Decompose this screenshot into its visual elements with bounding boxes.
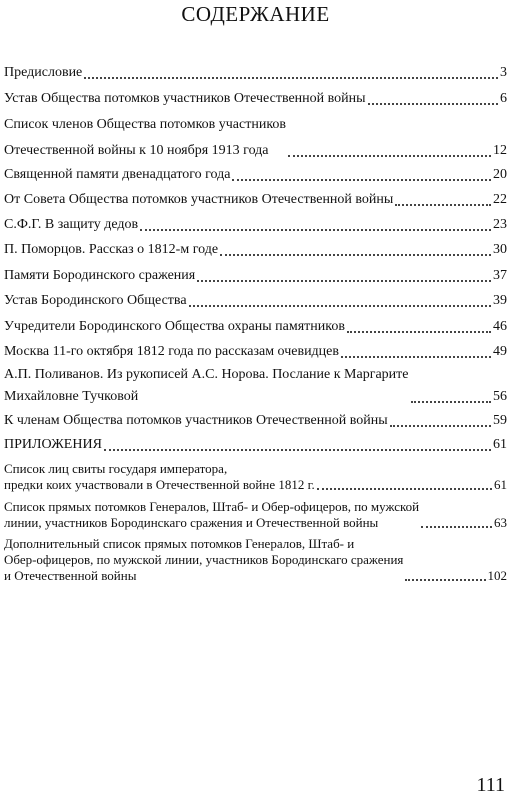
toc-entry-additional-list <box>4 536 507 584</box>
toc-entry-moscow <box>4 341 507 363</box>
page-number: 111 <box>476 774 505 796</box>
toc-page: 6 <box>500 91 507 106</box>
toc-page: 49 <box>493 344 507 359</box>
toc-title: Учредители Бородинского Общества охраны памятников <box>4 319 345 334</box>
toc-title: ПРИЛОЖЕНИЯ <box>4 437 102 452</box>
dot-leader <box>395 204 491 206</box>
toc-entry-council <box>4 189 507 211</box>
toc-title-line: Обер-офицеров, по мужской линии, участников Бородинскаго сражения <box>4 552 404 567</box>
toc-title: П. Поморцов. Рассказ о 1812-м годе <box>4 242 219 257</box>
dot-leader <box>197 280 491 282</box>
toc-page: 61 <box>493 437 507 452</box>
toc-entry-polivanov <box>4 364 507 408</box>
toc-entry-defense <box>4 214 507 236</box>
dot-leader <box>140 229 491 231</box>
dot-leader <box>232 179 491 181</box>
toc-title-line: Список лиц свиты государя императора, <box>4 461 228 476</box>
dot-leader <box>317 488 492 490</box>
toc-title-line: А.П. Поливанов. Из рукописей А.С. Норова. Послание к Маргарите <box>4 367 409 382</box>
dot-leader <box>288 155 491 157</box>
toc-title: От Совета Общества потомков участников Отечественной войны <box>4 192 394 207</box>
toc-page: 102 <box>487 568 507 583</box>
toc-entry-charter <box>4 88 507 110</box>
dot-leader <box>84 77 498 79</box>
toc-title: Москва 11-го октября 1812 года по рассказам очевидцев <box>4 344 339 359</box>
toc-title-line: Михайловне Тучковой <box>4 389 139 404</box>
toc-title: Предисловие <box>4 65 83 80</box>
toc-page: 22 <box>493 192 507 207</box>
toc-entry-sacred-memory <box>4 164 507 186</box>
toc-entry-members-list <box>4 114 507 162</box>
toc-title-line: Отечественной войны к 10 ноября 1913 года <box>4 143 269 158</box>
toc-page: 23 <box>493 217 507 232</box>
toc-page: 59 <box>493 413 507 428</box>
dot-leader <box>390 425 491 427</box>
toc-title-line: Список членов Общества потомков участников <box>4 117 287 132</box>
toc-title: Устав Бородинского Общества <box>4 293 187 308</box>
dot-leader <box>421 526 492 528</box>
toc-entry-borodino-charter <box>4 290 507 312</box>
dot-leader <box>347 331 491 333</box>
toc-page: 20 <box>493 167 507 182</box>
toc-title: К членам Общества потомков участников Отечественной войны <box>4 413 388 428</box>
toc-entry-retinue-list <box>4 461 507 493</box>
toc-entry-appendices <box>4 434 507 456</box>
toc-entry-to-members <box>4 410 507 432</box>
toc-entry-founders <box>4 316 507 338</box>
toc-page: 61 <box>494 477 507 492</box>
toc-page: 63 <box>494 515 507 530</box>
toc-entry-pomortsov <box>4 239 507 261</box>
dot-leader <box>189 305 491 307</box>
toc-page: 46 <box>493 319 507 334</box>
dot-leader <box>368 103 498 105</box>
toc-page: 30 <box>493 242 507 257</box>
toc-page: 3 <box>500 65 507 80</box>
toc-page: 56 <box>493 389 507 404</box>
dot-leader <box>405 579 485 581</box>
toc-title: Памяти Бородинского сражения <box>4 268 196 283</box>
toc-title-line: Список прямых потомков Генералов, Штаб- и Обер-офицеров, по мужской <box>4 499 420 514</box>
toc-title-line: предки коих участвовали в Отечественной войне 1812 г. <box>4 477 315 492</box>
toc-page: 12 <box>493 143 507 158</box>
toc-page: 39 <box>493 293 507 308</box>
toc-title: С.Ф.Г. В защиту дедов <box>4 217 139 232</box>
toc-entry-borodino-memory <box>4 265 507 287</box>
dot-leader <box>104 449 491 451</box>
toc-title: Священной памяти двенадцатого года <box>4 167 231 182</box>
toc-title-line: линии, участников Бородинскаго сражения и Отечественной войны <box>4 515 379 530</box>
toc-page: 37 <box>493 268 507 283</box>
dot-leader <box>411 401 491 403</box>
toc-title: Устав Общества потомков участников Отечественной войны <box>4 91 366 106</box>
dot-leader <box>220 254 491 256</box>
page-title: СОДЕРЖАНИЕ <box>181 2 330 26</box>
toc-title-line: Дополнительный список прямых потомков Генералов, Штаб- и <box>4 536 355 551</box>
toc-title-line: и Отечественной войны <box>4 568 137 583</box>
toc-entry-preface <box>4 62 507 84</box>
dot-leader <box>341 356 491 358</box>
toc-entry-descendants-list <box>4 499 507 531</box>
